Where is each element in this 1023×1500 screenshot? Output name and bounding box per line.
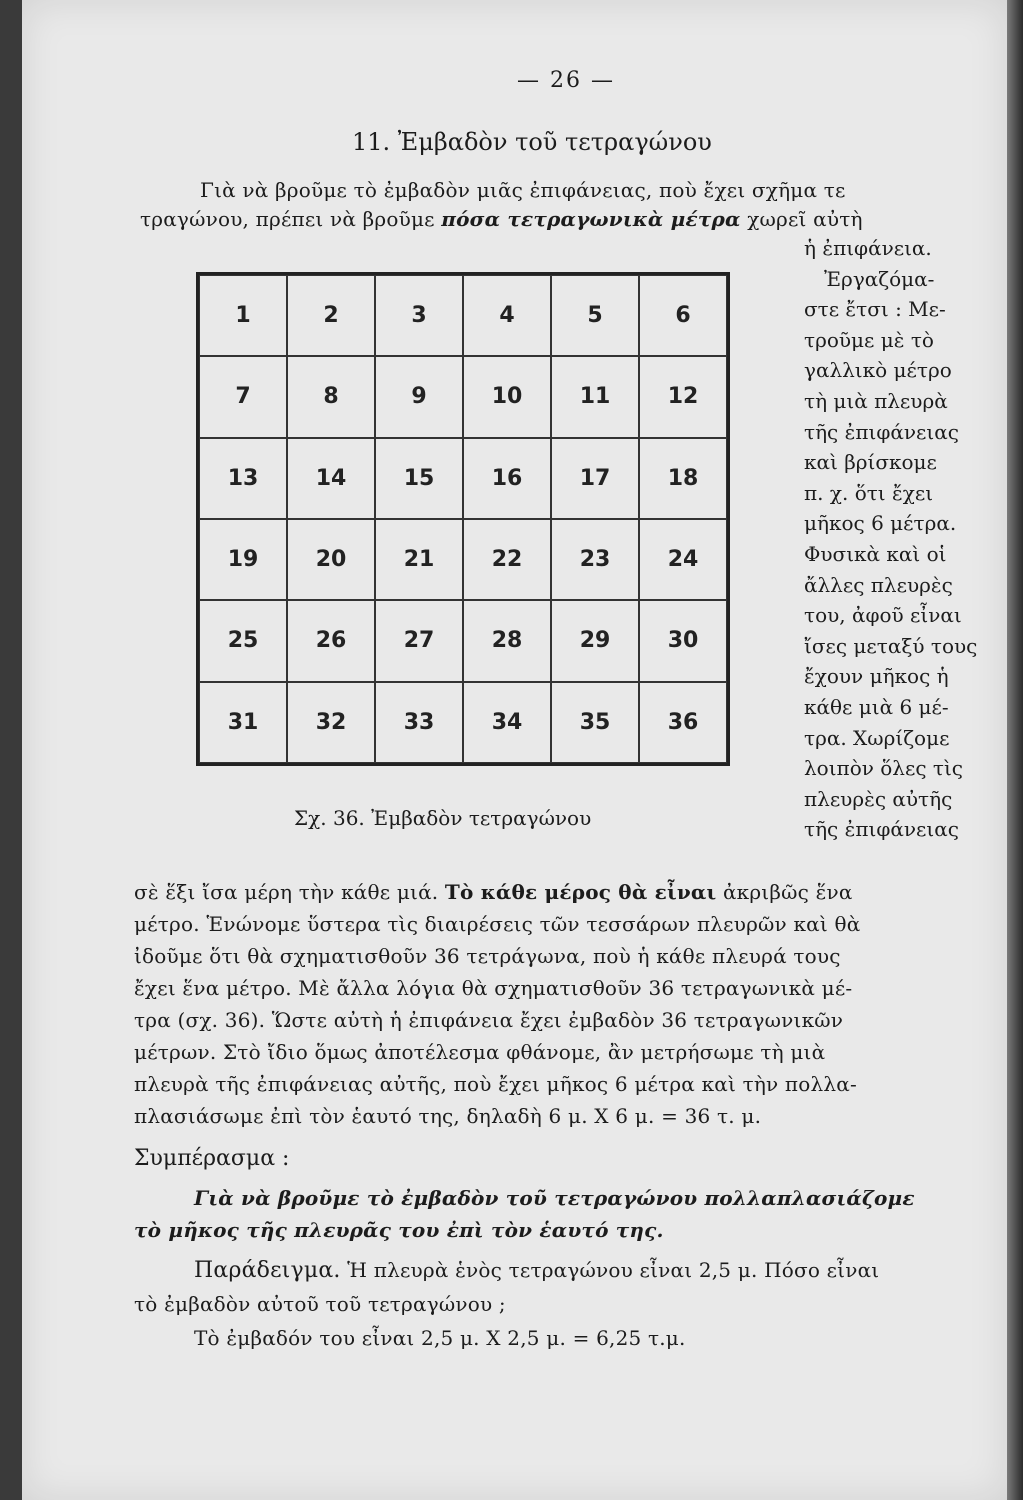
- side-text-line: τὴ μιὰ πλευρὰ: [804, 389, 948, 413]
- side-text-line: ἔχουν μῆκος ἡ: [804, 664, 949, 689]
- grid-cell: 11: [551, 356, 639, 437]
- grid-cell: 3: [375, 275, 463, 356]
- body-line-1: [134, 880, 853, 904]
- page-number: — 26 —: [517, 68, 615, 93]
- body-line-7: πλευρὰ τῆς ἐπιφάνειας αὐτῆς, ποὺ ἔχει μῆκος 6 μέτρα καὶ τὴν πολλα-: [134, 1072, 857, 1096]
- intro-line-2-start: τραγώνου, πρέπει νὰ βροῦμε: [140, 207, 442, 231]
- side-text-line: γαλλικὸ μέτρο: [804, 358, 952, 383]
- grid-cell: 30: [639, 600, 727, 681]
- side-text-line: Φυσικὰ καὶ οἱ: [804, 542, 947, 566]
- grid-cell: 8: [287, 356, 375, 437]
- side-text-line: μῆκος 6 μέτρα.: [804, 511, 957, 536]
- side-text-line: π. χ. ὅτι ἔχει: [804, 480, 934, 505]
- grid-cell: 15: [375, 438, 463, 519]
- grid-cell: 5: [551, 275, 639, 356]
- grid-cell: 1: [199, 275, 287, 356]
- book-page: [22, 0, 1007, 1500]
- page-edge-shadow: [1007, 0, 1023, 1500]
- grid-cell: 14: [287, 438, 375, 519]
- grid-cell: 9: [375, 356, 463, 437]
- grid-cell: 31: [199, 682, 287, 763]
- grid-cell: 33: [375, 682, 463, 763]
- grid-cell: 2: [287, 275, 375, 356]
- grid-cell: 4: [463, 275, 551, 356]
- grid-cell: 19: [199, 519, 287, 600]
- grid-cell: 22: [463, 519, 551, 600]
- intro-line-1: Γιὰ νὰ βροῦμε τὸ ἐμβαδὸν μιᾶς ἐπιφάνειας, ποὺ ἔχει σχῆμα τε: [200, 178, 846, 202]
- side-text-line: κάθε μιὰ 6 μέ-: [804, 695, 949, 719]
- grid-cell: 35: [551, 682, 639, 763]
- grid-cell: 32: [287, 682, 375, 763]
- section-title: 11. Ἐμβαδὸν τοῦ τετραγώνου: [352, 128, 712, 156]
- grid-cell: 6: [639, 275, 727, 356]
- grid-cell: 12: [639, 356, 727, 437]
- side-text-line: ἄλλες πλευρὲς: [804, 572, 953, 597]
- body-line-6: μέτρων. Στὸ ἴδιο ὅμως ἀποτέλεσμα φθάνομε, ἂν μετρήσωμε τὴ μιὰ: [134, 1040, 826, 1064]
- grid-cell: 21: [375, 519, 463, 600]
- example-line-2: τὸ ἐμβαδὸν αὐτοῦ τοῦ τετραγώνου ;: [134, 1292, 506, 1316]
- side-text-line: τῆς ἐπιφάνειας: [804, 419, 959, 444]
- grid-cell: 28: [463, 600, 551, 681]
- grid-cell: 36: [639, 682, 727, 763]
- grid-cell: 23: [551, 519, 639, 600]
- side-text-line: Ἐργαζόμα-: [824, 266, 935, 291]
- side-text-line: λοιπὸν ὅλες τὶς: [804, 756, 964, 781]
- conclusion-label: Συμπέρασμα :: [134, 1146, 290, 1171]
- grid-cell: 18: [639, 438, 727, 519]
- intro-line-2-emphasis: πόσα τετραγωνικὰ μέτρα: [441, 207, 741, 231]
- grid-cell: 25: [199, 600, 287, 681]
- example-line-3: Τὸ ἐμβαδόν του εἶναι 2,5 μ. X 2,5 μ. = 6,25 τ.μ.: [194, 1326, 686, 1350]
- example-line-1-text: Ἡ πλευρὰ ἑνὸς τετραγώνου εἶναι 2,5 μ. Πόσο εἶναι: [340, 1258, 880, 1282]
- side-text-line: τροῦμε μὲ τὸ: [804, 327, 934, 352]
- body-line-1a: σὲ ἕξι ἴσα μέρη τὴν κάθε μιά.: [134, 880, 445, 904]
- grid-cell: 10: [463, 356, 551, 437]
- example-label: Παράδειγμα.: [194, 1258, 341, 1283]
- body-line-1b: Τὸ κάθε μέρος θὰ εἶναι: [444, 880, 717, 904]
- body-line-8: πλασιάσωμε ἐπὶ τὸν ἑαυτό της, δηλαδὴ 6 μ. X 6 μ. = 36 τ. μ.: [134, 1104, 762, 1128]
- side-text-line: του, ἀφοῦ εἶναι: [804, 603, 962, 628]
- side-text-line: τρα. Χωρίζομε: [804, 725, 950, 750]
- rule-line-2: τὸ μῆκος τῆς πλευρᾶς του ἐπὶ τὸν ἑαυτό της.: [134, 1218, 664, 1242]
- body-line-5: τρα (σχ. 36). Ὥστε αὐτὴ ἡ ἐπιφάνεια ἔχει ἐμβαδὸν 36 τετραγωνικῶν: [134, 1008, 844, 1032]
- side-text-line: καὶ βρίσκομε: [804, 450, 937, 475]
- grid-cell: 17: [551, 438, 639, 519]
- side-text-line: τῆς ἐπιφάνειας: [804, 817, 959, 842]
- grid-cell: 34: [463, 682, 551, 763]
- body-line-2: μέτρο. Ἑνώνομε ὕστερα τὶς διαιρέσεις τῶν τεσσάρων πλευρῶν καὶ θὰ: [134, 912, 861, 936]
- body-line-1c: ἀκριβῶς ἕνα: [716, 880, 853, 904]
- grid-cell: 24: [639, 519, 727, 600]
- intro-line-2: [140, 207, 863, 231]
- grid-cell: 20: [287, 519, 375, 600]
- side-text-line: ἡ ἐπιφάνεια.: [804, 236, 932, 260]
- grid-cell: 16: [463, 438, 551, 519]
- grid-cell: 26: [287, 600, 375, 681]
- grid-cell: 27: [375, 600, 463, 681]
- square-grid-figure: [196, 272, 730, 766]
- grid-cell: 13: [199, 438, 287, 519]
- example-line-1: [194, 1258, 879, 1283]
- grid-cell: 29: [551, 600, 639, 681]
- body-line-3: ἰδοῦμε ὅτι θὰ σχηματισθοῦν 36 τετράγωνα, ποὺ ἡ κάθε πλευρά τους: [134, 944, 841, 968]
- figure-caption: Σχ. 36. Ἐμβαδὸν τετραγώνου: [294, 806, 592, 830]
- rule-line-1: Γιὰ νὰ βροῦμε τὸ ἐμβαδὸν τοῦ τετραγώνου πολλαπλασιάζομε: [194, 1186, 915, 1210]
- side-text-line: ἴσες μεταξύ τους: [804, 633, 978, 658]
- intro-line-2-end: χωρεῖ αὐτὴ: [740, 207, 863, 231]
- side-text-line: πλευρὲς αὐτῆς: [804, 786, 953, 811]
- body-line-4: ἔχει ἕνα μέτρο. Μὲ ἄλλα λόγια θὰ σχηματισθοῦν 36 τετραγωνικὰ μέ-: [134, 976, 853, 1000]
- grid-cell: 7: [199, 356, 287, 437]
- side-text-line: στε ἔτσι : Με-: [804, 297, 946, 322]
